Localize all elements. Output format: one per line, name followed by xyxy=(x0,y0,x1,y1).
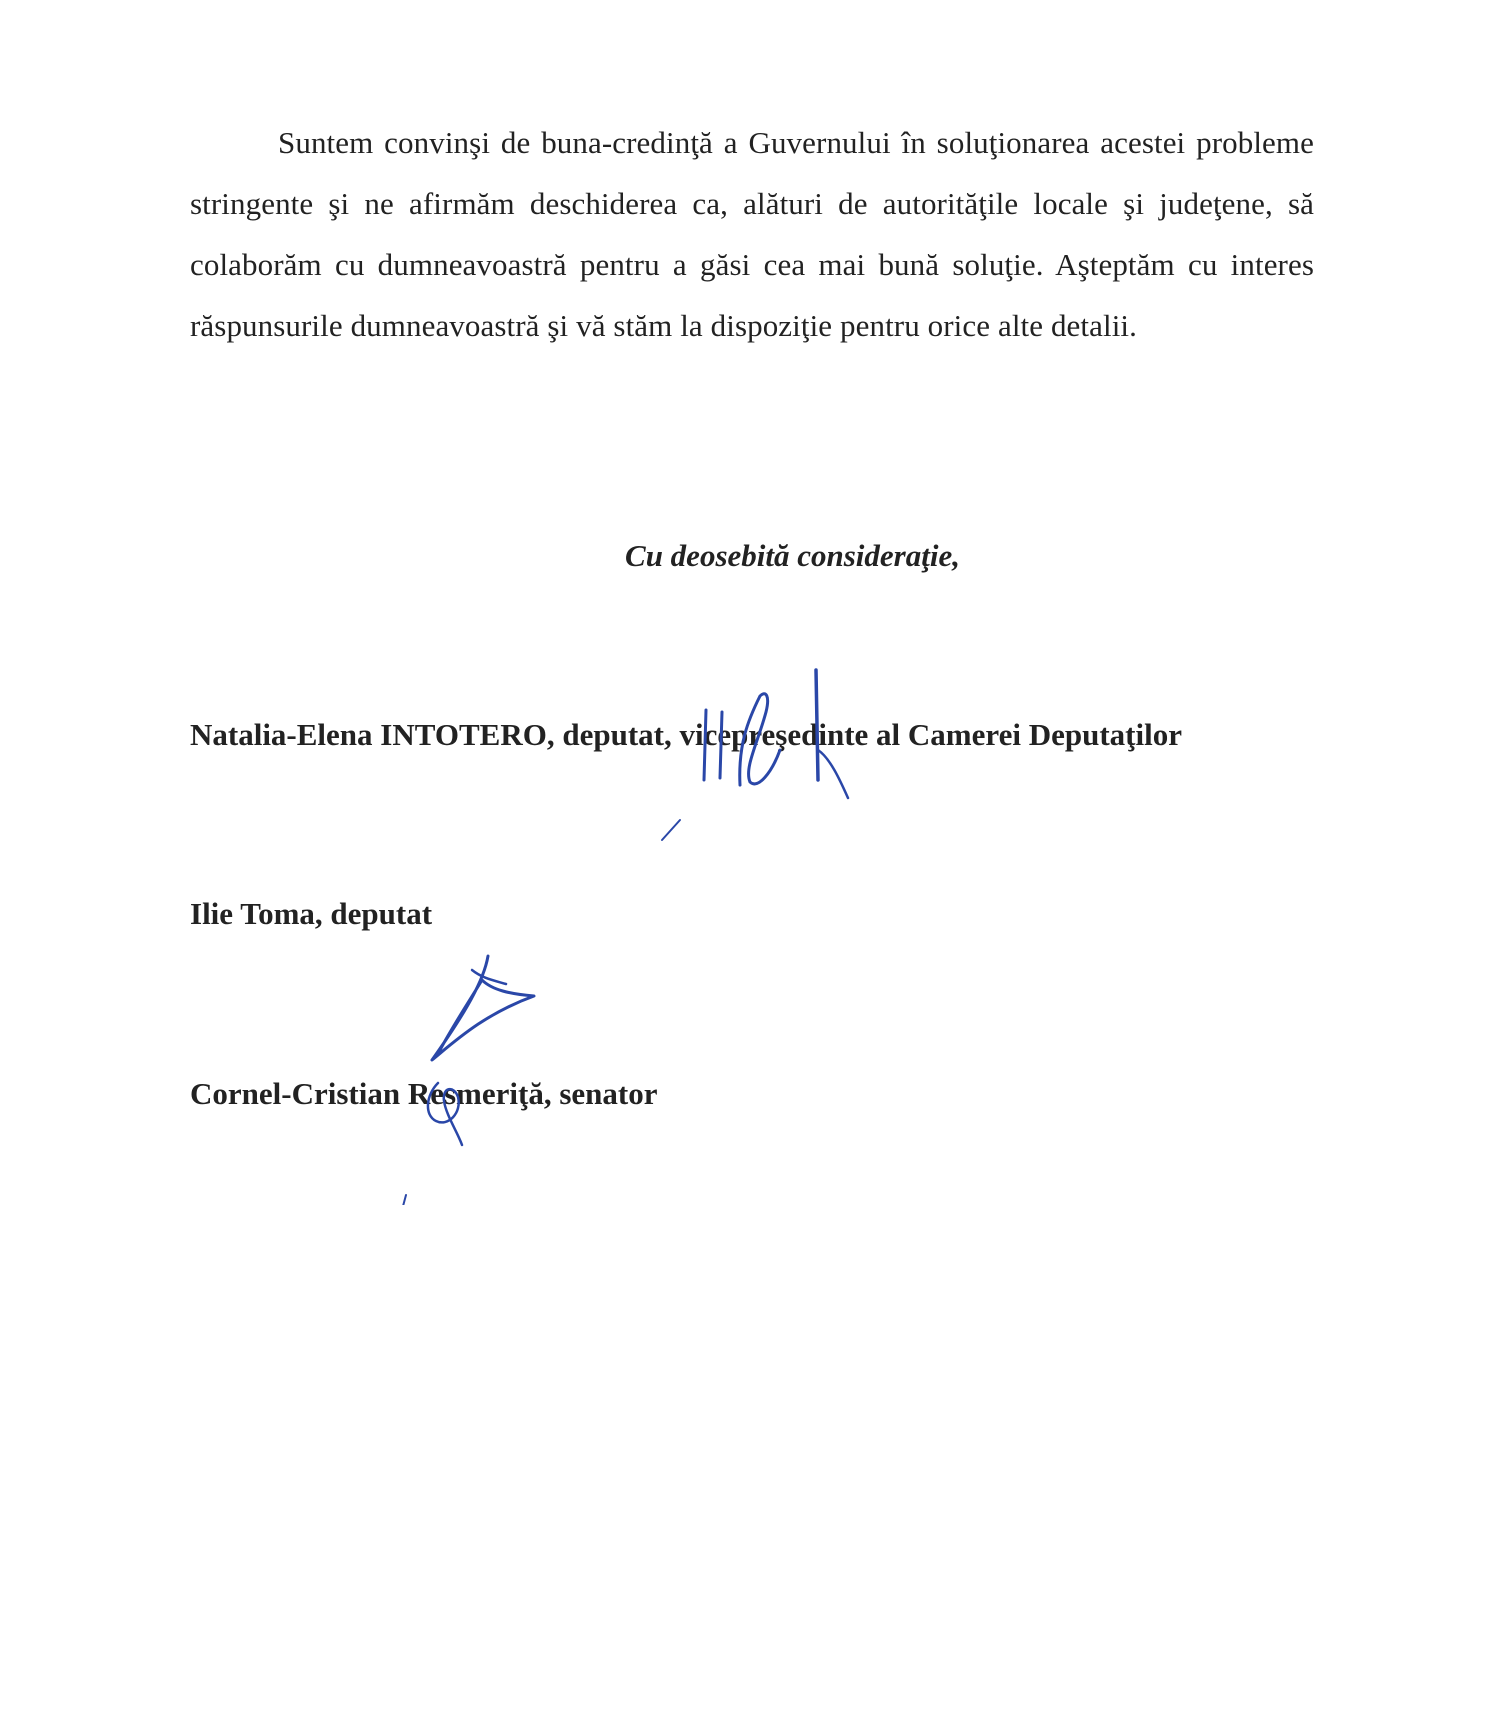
closing-paragraph: Suntem convinşi de buna-credinţă a Guvernului în soluţionarea acestei probleme stringente şi ne afirmăm deschiderea ca, alături de autorităţile locale şi judeţene, să colaborăm cu dumneavoastră pentru a găsi cea mai bună soluţie. Aşteptăm cu interes răspunsurile dumneavoastră şi vă stăm la dispoziţie pentru orice alte detalii. xyxy=(190,125,1314,343)
signatory-toma: Ilie Toma, deputat xyxy=(190,896,433,931)
closing-salutation: Cu deosebită consideraţie, xyxy=(625,538,960,573)
signatory-resmerita: Cornel-Cristian Resmeriţă, senator xyxy=(190,1076,658,1111)
signatory-intotero: Natalia-Elena INTOTERO, deputat, vicepreşedinte al Camerei Deputaţilor xyxy=(190,717,1182,752)
signature-toma xyxy=(410,950,550,1080)
